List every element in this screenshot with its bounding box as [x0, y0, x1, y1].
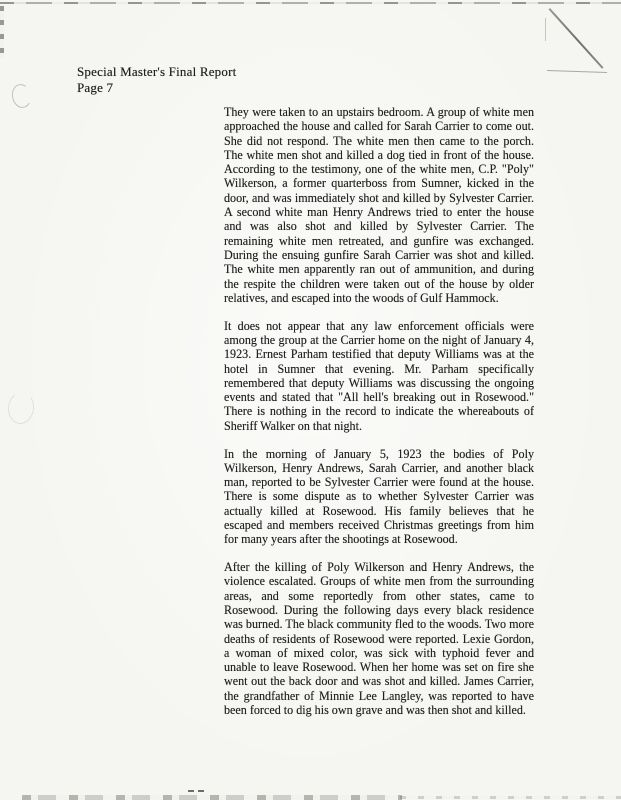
circle-smudge-mark-faint	[6, 390, 36, 425]
scan-noise-specks	[0, 0, 1, 1]
paragraph: In the morning of January 5, 1923 the bodies of Poly Wilkerson, Henry Andrews, Sarah Carrier, and another black man, reported to be Sylvester Carrier were found at the house. There is some dispute as to whether Sylvester Carrier was actually killed at Rosewood. His family believes that he escaped and members received Christmas greetings from him for many years after the shootings at Rosewood.	[224, 446, 534, 547]
fold-horizontal-line	[547, 70, 607, 73]
paragraph: It does not appear that any law enforcement officials were among the group at the Carrier home on the night of January 4, 1923. Ernest Parham testified that deputy Williams was at the hotel in Sumner that evening. Mr. Parham specifically remembered that deputy Williams was discussing the ongoing events and stated that "All hell's breaking out in Rosewood." There is nothing in the record to indicate the whereabouts of Sheriff Walker on that night.	[224, 318, 534, 433]
scan-artifact-top-edge	[0, 2, 621, 4]
page-number: Page 7	[77, 79, 114, 95]
fold-vertical-line	[545, 18, 546, 41]
scan-artifact-bottom-edge	[22, 795, 402, 800]
paragraph: They were taken to an upstairs bedroom. A group of white men approached the house and called for Sarah Carrier to come out. She did not respond. The white men then came to the porch. The white men shot and killed a dog tied in front of the house. According to the testimony, one of the white men, C.P. "Poly" Wilkerson, a former quarterboss from Sumner, kicked in the door, and was immediately shot and killed by Sylvester Carrier. A second white man Henry Andrews tried to enter the house and was also shot and killed by Sylvester Carrier. The remaining white men retreated, and gunfire was exchanged. During the ensuing gunfire Sarah Carrier was shot and killed. The white men apparently ran out of ammunition, and during the respite the children were taken out of the house by older relatives, and escaped into the woods of Gulf Hammock.	[224, 105, 534, 305]
corner-fold-mark	[549, 8, 604, 69]
circle-smudge-mark	[10, 82, 34, 109]
paragraph: After the killing of Poly Wilkerson and Henry Andrews, the violence escalated. Groups of white men from the surrounding areas, and some reportedly from other states, came to Rosewood. During the following days every black residence was burned. The black community fled to the woods. Two more deaths of residents of Rosewood were reported. Lexie Gordon, a woman of mixed color, was sick with typhoid fever and unable to leave Rosewood. When her home was set on fire she went out the back door and was shot and killed. James Carrier, the grandfather of Minnie Lee Langley, was reported to have been forced to dig his own grave and was then shot and killed.	[224, 560, 534, 718]
scan-artifact-bottom-dashes	[188, 790, 208, 792]
document-body	[224, 105, 534, 717]
document-header	[77, 64, 236, 95]
scan-artifact-bottom-edge-faint	[400, 796, 621, 799]
scan-artifact-left-edge	[0, 6, 4, 58]
report-title: Special Master's Final Report	[77, 64, 237, 79]
